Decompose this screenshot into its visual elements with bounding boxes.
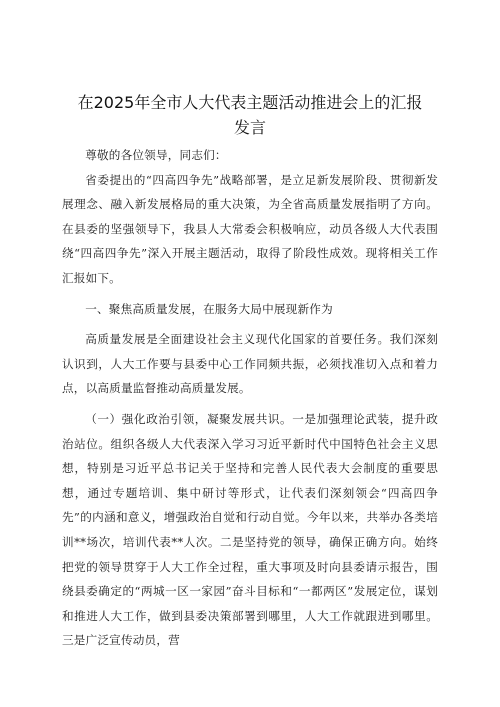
paragraph-intro: 省委提出的“四高四争先”战略部署，是立足新发展阶段、贯彻新发展理念、融入新发展格局的重大决策，为全省高质量发展指明了方向。在县委的坚强领导下，我县人大常委会积极响应，动员各级人大代表围绕“四高四争先”深入开展主题活动，取得了阶段性成效。现将相关工作汇报如下。 <box>62 172 438 285</box>
paragraph-section-1-intro: 高质量发展是全面建设社会主义现代化国家的首要任务。我们深刻认识到，人大工作要与县委中心工作同频共振，必须找准切入点和着力点，以高质量监督推动高质量发展。 <box>62 332 438 396</box>
document-title: 在2025年全市人大代表主题活动推进会上的汇报发言 <box>77 93 423 137</box>
greeting-line: 尊敬的各位领导，同志们： <box>85 148 227 162</box>
section-heading-1: 一、聚焦高质量发展，在服务大局中展现新作为 <box>85 301 333 316</box>
document-body <box>62 143 438 653</box>
paragraph-subsection-1: （一）强化政治引领，凝聚发展共识。一是加强理论武装，提升政治站位。组织各级人大代表深入学习习近平新时代中国特色社会主义思想，特别是习近平总书记关于坚持和完善人民代表大会制度的重要思想，通过专题培训、集中研讨等形式，让代表们深刻领会“四高四争先”的内涵和意义，增强政治自觉和行动自觉。今年以来，共举办各类培训**场次，培训代表**人次。二是坚持党的领导，确保正确方向。始终把党的领导贯穿于人大工作全过程，重大事项及时向县委请示报告，围绕县委确定的“两城一区一家园”奋斗目标和“一都两区”发展定位，谋划和推进人大工作，做到县委决策部署到哪里，人大工作就跟进到哪里。三是广泛宣传动员，营 <box>62 411 438 648</box>
